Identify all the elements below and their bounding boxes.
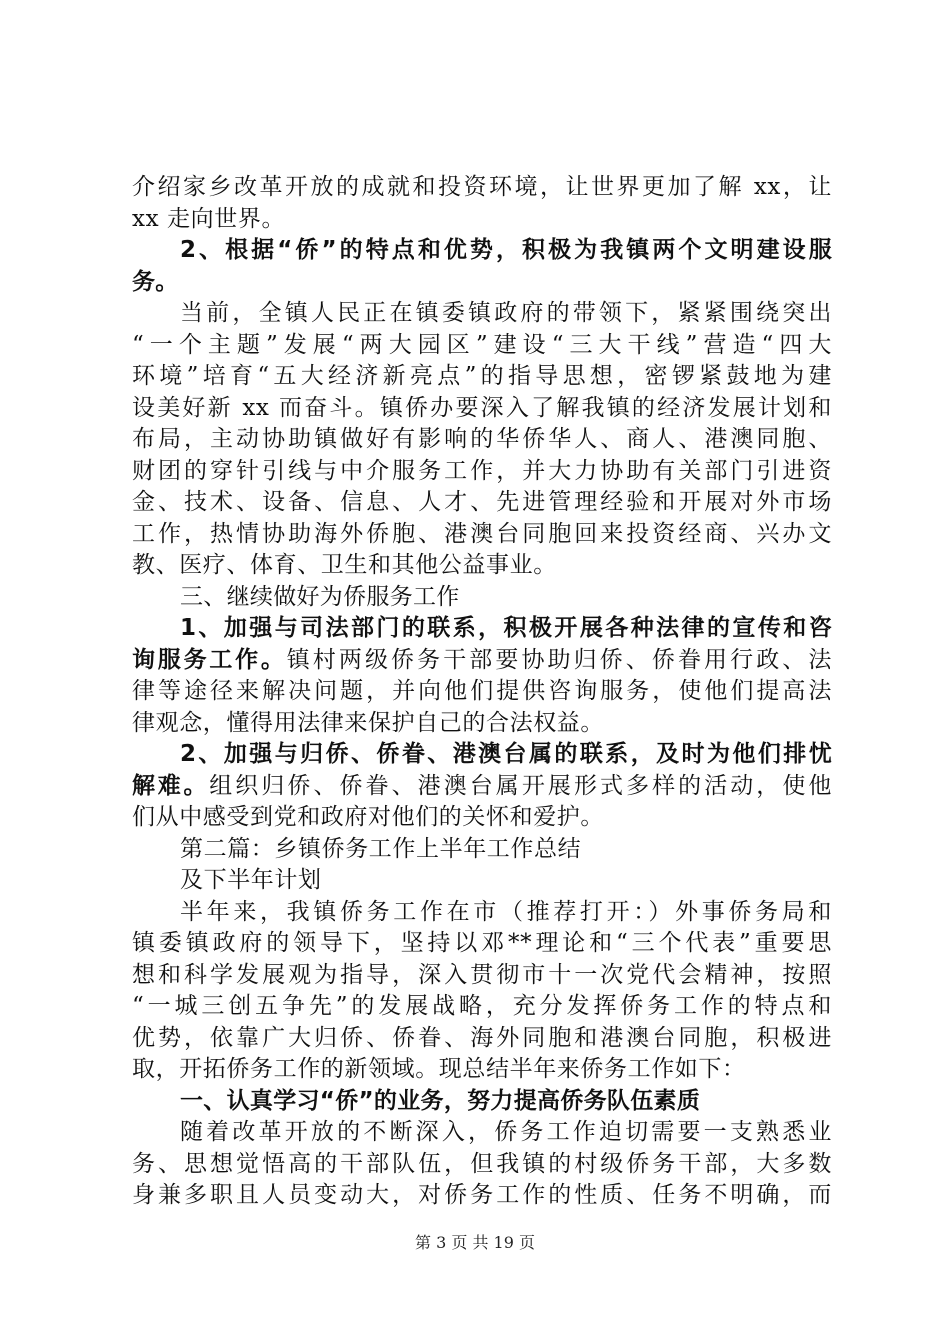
text-line: 身兼多职且人员变动大，对侨务工作的性质、任务不明确，而 [132,1182,832,1208]
text-line: 介绍家乡改革开放的成就和投资环境，让世界更加了解 xx，让 [132,174,832,200]
text-line: 镇委镇政府的领导下，坚持以邓**理论和“三个代表”重要思 [132,930,832,956]
text-line: 教、医疗、体育、卫生和其他公益事业。 [132,552,557,578]
text-line: 布局，主动协助镇做好有影响的华侨华人、商人、港澳同胞、 [132,426,832,452]
text-line: 律等途径来解决问题，并向他们提供咨询服务，使他们提高法 [132,678,832,704]
mixed-line [132,771,832,803]
subheading-fragment: 解难。 [132,772,210,799]
text-line: 财团的穿针引线与中介服务工作，并大力协助有关部门引进资 [132,457,832,484]
subheading-line: 2、根据“侨”的特点和优势，积极为我镇两个文明建设服 [180,237,832,263]
text-line: 随着改革开放的不断深入，侨务工作迫切需要一支熟悉业 [180,1119,832,1145]
subheading-line: 1、加强与司法部门的联系，积极开展各种法律的宣传和咨 [180,615,832,641]
page-footer: 第 3 页 共 19 页 [415,1233,535,1252]
text-line: 当前，全镇人民正在镇委镇政府的带领下，紧紧围绕突出 [180,300,832,326]
text-line: 优势，依靠广大归侨、侨眷、海外同胞和港澳台同胞，积极进 [132,1024,832,1051]
text-fragment: 组织归侨、侨眷、港澳台属开展形式多样的活动，使他 [209,772,832,799]
section-heading: 三、继续做好为侨服务工作 [180,583,460,610]
text-line: 们从中感受到党和政府对他们的关怀和爱护。 [132,804,604,830]
text-line: 工作，热情协助海外侨胞、港澳台同胞回来投资经商、兴办文 [132,520,832,547]
subheading-line: 务。 [132,268,179,295]
text-line: 取，开拓侨务工作的新领域。现总结半年来侨务工作如下： [132,1056,746,1082]
text-line: “一城三创五争先”的发展战略，充分发挥侨务工作的特点和 [132,993,832,1019]
text-line: 环境”培育“五大经济新亮点”的指导思想，密锣紧鼓地为建 [132,363,832,389]
text-fragment: 镇村两级侨务干部要协助归侨、侨眷用行政、法 [286,646,832,673]
text-line: 金、技术、设备、信息、人才、先进管理经验和开展对外市场 [132,489,832,515]
chapter-title-continued: 及下半年计划 [180,867,322,893]
chapter-title: 第二篇：乡镇侨务工作上半年工作总结 [180,835,582,862]
text-line: “一个主题”发展“两大园区”建设“三大干线”营造“四大 [132,331,832,358]
text-line: xx 走向世界。 [132,205,286,232]
mixed-line [132,645,832,677]
document-body [132,172,832,1212]
subheading-line: 2、加强与归侨、侨眷、港澳台属的联系，及时为他们排忧 [180,741,832,767]
text-line: 想和科学发展观为指导，深入贯彻市十一次党代会精神，按照 [132,961,832,988]
subheading-fragment: 询服务工作。 [132,646,287,673]
text-line: 半年来，我镇侨务工作在市（推荐打开：）外事侨务局和 [180,898,832,925]
text-line: 设美好新 xx 而奋斗。镇侨办要深入了解我镇的经济发展计划和 [132,394,832,421]
text-line: 律观念，懂得用法律来保护自己的合法权益。 [132,709,604,736]
section-heading: 一、认真学习“侨”的业务，努力提高侨务队伍素质 [180,1087,701,1114]
text-line: 务、思想觉悟高的干部队伍，但我镇的村级侨务干部，大多数 [132,1150,832,1177]
